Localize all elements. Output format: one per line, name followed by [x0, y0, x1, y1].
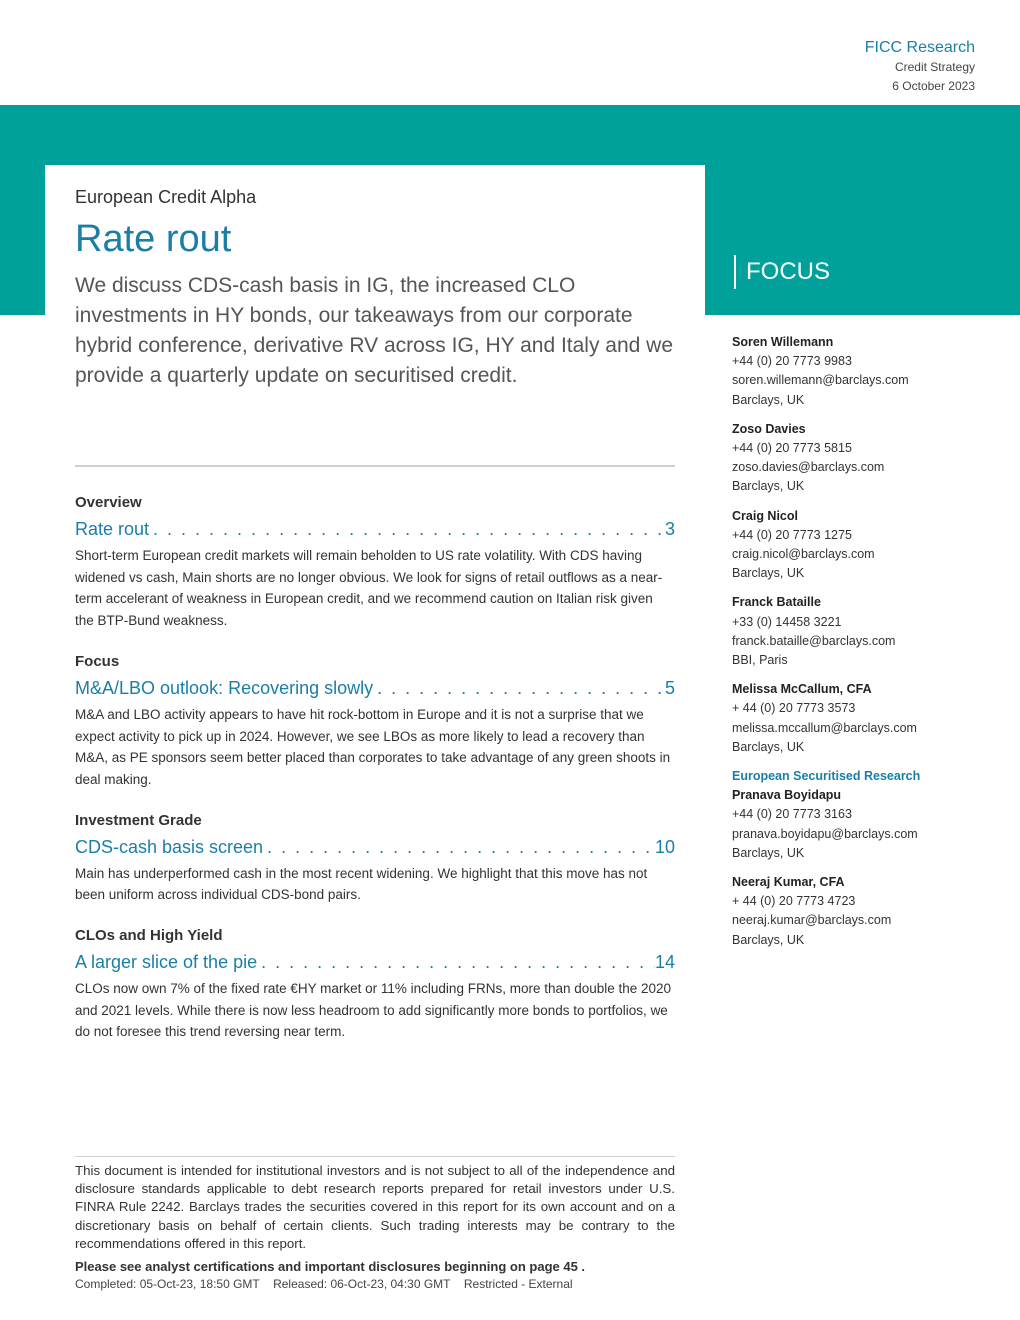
analyst-phone: + 44 (0) 20 7773 4723: [732, 894, 856, 909]
section-heading: Investment Grade: [75, 811, 202, 829]
footer-divider: [75, 1156, 675, 1157]
section-summary: M&A and LBO activity appears to have hit rock-bottom in Europe and it is not a surprise that we expect activity to pick up in 2024. However, we see LBOs as more likely to lead a recovery than M&A, as PE sponsors seem better placed than corporates to take advantage of any green shoots in deal making.: [75, 706, 671, 787]
analyst-name: Zoso Davies: [732, 421, 806, 436]
toc-entry-title: CDS-cash basis screen: [75, 836, 264, 857]
table-of-contents: [75, 492, 675, 1062]
focus-tag: FOCUS: [734, 255, 830, 289]
disclaimer-text: This document is intended for institutional investors and is not subject to all of the independence and disclosure standards applicable to debt research reports prepared for retail investors under U.S. FINRA Rule 2242. Barclays trades the securities covered in this report for its own account and on a discretionary basis on behalf of certain clients. Such trading interests may be contrary to the recommendations offered in this report.: [75, 1163, 675, 1251]
analyst-card: [732, 420, 992, 497]
analyst-phone: +44 (0) 20 7773 3163: [732, 807, 852, 822]
analyst-name: Soren Willemann: [732, 335, 834, 349]
toc-leader-dots: [149, 516, 665, 542]
section-heading: Focus: [75, 652, 120, 670]
analyst-email[interactable]: neeraj.kumar@barclays.com: [732, 913, 892, 928]
footer-meta: [75, 1277, 583, 1291]
section-summary: Main has underperformed cash in the most recent widening. We highlight that this move has not been uniform across individual CDS-bond pairs.: [75, 865, 648, 903]
section-summary: Short-term European credit markets will remain beholden to US rate volatility. With CDS having widened vs cash, Main shorts are no longer obvious. We look for signs of retail outflows as a near-term accelerant of weakness in European credit, and we recommend caution on Italian risk given the BTP-Bund weakness.: [75, 548, 663, 629]
toc-link-cds-cash[interactable]: [75, 834, 675, 860]
analyst-name: Craig Nicol: [732, 508, 798, 523]
analyst-location: Barclays, UK: [732, 932, 805, 947]
analyst-email[interactable]: pranava.boyidapu@barclays.com: [732, 826, 918, 841]
toc-entry-title: Rate rout: [75, 519, 150, 539]
toc-page-number: 10: [654, 836, 675, 857]
analyst-email[interactable]: franck.bataille@barclays.com: [732, 633, 896, 648]
report-header: [865, 38, 975, 96]
divider: [75, 465, 675, 467]
analyst-card: [732, 507, 992, 584]
analyst-name: Franck Bataille: [732, 595, 821, 610]
analyst-location: BBI, Paris: [732, 653, 788, 668]
analyst-name: Pranava Boyidapu: [732, 788, 842, 803]
analyst-location: Barclays, UK: [732, 566, 805, 581]
securitised-group-label: European Securitised Research: [732, 769, 921, 784]
toc-section-clos-high-yield: [75, 925, 675, 1043]
toc-page-number: 3: [664, 519, 675, 539]
analyst-location: Barclays, UK: [732, 845, 805, 860]
toc-leader-dots: [257, 949, 655, 975]
section-heading: Overview: [75, 494, 142, 511]
analyst-email[interactable]: zoso.davies@barclays.com: [732, 460, 885, 475]
toc-entry-title: M&A/LBO outlook: Recovering slowly: [75, 677, 374, 698]
classification-label: Restricted - External: [463, 1277, 573, 1291]
report-date: 6 October 2023: [892, 79, 975, 93]
toc-page-number: 14: [654, 952, 675, 973]
toc-section-overview: [75, 492, 675, 632]
analyst-phone: +44 (0) 20 7773 9983: [732, 354, 852, 369]
disclosure-note: Please see analyst certifications and important disclosures beginning on page 45 .: [75, 1259, 586, 1274]
toc-section-focus: [75, 651, 675, 791]
analyst-phone: +44 (0) 20 7773 5815: [732, 441, 852, 456]
completed-timestamp: Completed: 05-Oct-23, 18:50 GMT: [75, 1277, 260, 1291]
analyst-location: Barclays, UK: [732, 479, 805, 494]
analyst-card: [732, 593, 992, 670]
analyst-card: [732, 873, 992, 950]
analyst-location: Barclays, UK: [732, 392, 805, 407]
toc-page-number: 5: [664, 677, 675, 698]
toc-link-larger-slice[interactable]: [75, 949, 675, 975]
section-summary: CLOs now own 7% of the fixed rate €HY market or 11% including FRNs, more than double the 2020 and 2021 levels. While there is now less headroom to add significantly more bonds to portfolios, we do not foresee this trend reversing near term.: [75, 981, 672, 1040]
analyst-card: [732, 767, 992, 863]
analyst-card: [732, 333, 992, 410]
page-title: Rate rout: [75, 218, 232, 260]
analyst-phone: +44 (0) 20 7773 1275: [732, 527, 852, 542]
series-title: European Credit Alpha: [75, 187, 257, 207]
analyst-card: [732, 680, 992, 757]
toc-leader-dots: [373, 675, 665, 701]
analyst-name: Melissa McCallum, CFA: [732, 682, 872, 697]
analyst-sidebar: [732, 333, 992, 960]
analyst-phone: +33 (0) 14458 3221: [732, 614, 842, 629]
division-label: FICC Research: [864, 39, 975, 56]
toc-leader-dots: [263, 834, 655, 860]
report-summary: We discuss CDS-cash basis in IG, the increased CLO investments in HY bonds, our takeaways from our corporate hybrid conference, derivative RV across IG, HY and Italy and we provide a quarterly update on securitised credit.: [75, 274, 674, 387]
toc-link-mna-lbo[interactable]: [75, 675, 675, 701]
toc-link-rate-rout[interactable]: [75, 516, 675, 542]
toc-entry-title: A larger slice of the pie: [75, 952, 258, 973]
analyst-location: Barclays, UK: [732, 739, 805, 754]
analyst-name: Neeraj Kumar, CFA: [732, 875, 845, 890]
toc-section-investment-grade: [75, 810, 675, 906]
analyst-email[interactable]: soren.willemann@barclays.com: [732, 373, 909, 388]
analyst-email[interactable]: melissa.mccallum@barclays.com: [732, 720, 917, 735]
analyst-phone: + 44 (0) 20 7773 3573: [732, 701, 856, 716]
released-timestamp: Released: 06-Oct-23, 04:30 GMT: [273, 1277, 451, 1291]
department-label: Credit Strategy: [894, 60, 975, 74]
section-heading: CLOs and High Yield: [75, 927, 223, 945]
analyst-email[interactable]: craig.nicol@barclays.com: [732, 547, 875, 562]
